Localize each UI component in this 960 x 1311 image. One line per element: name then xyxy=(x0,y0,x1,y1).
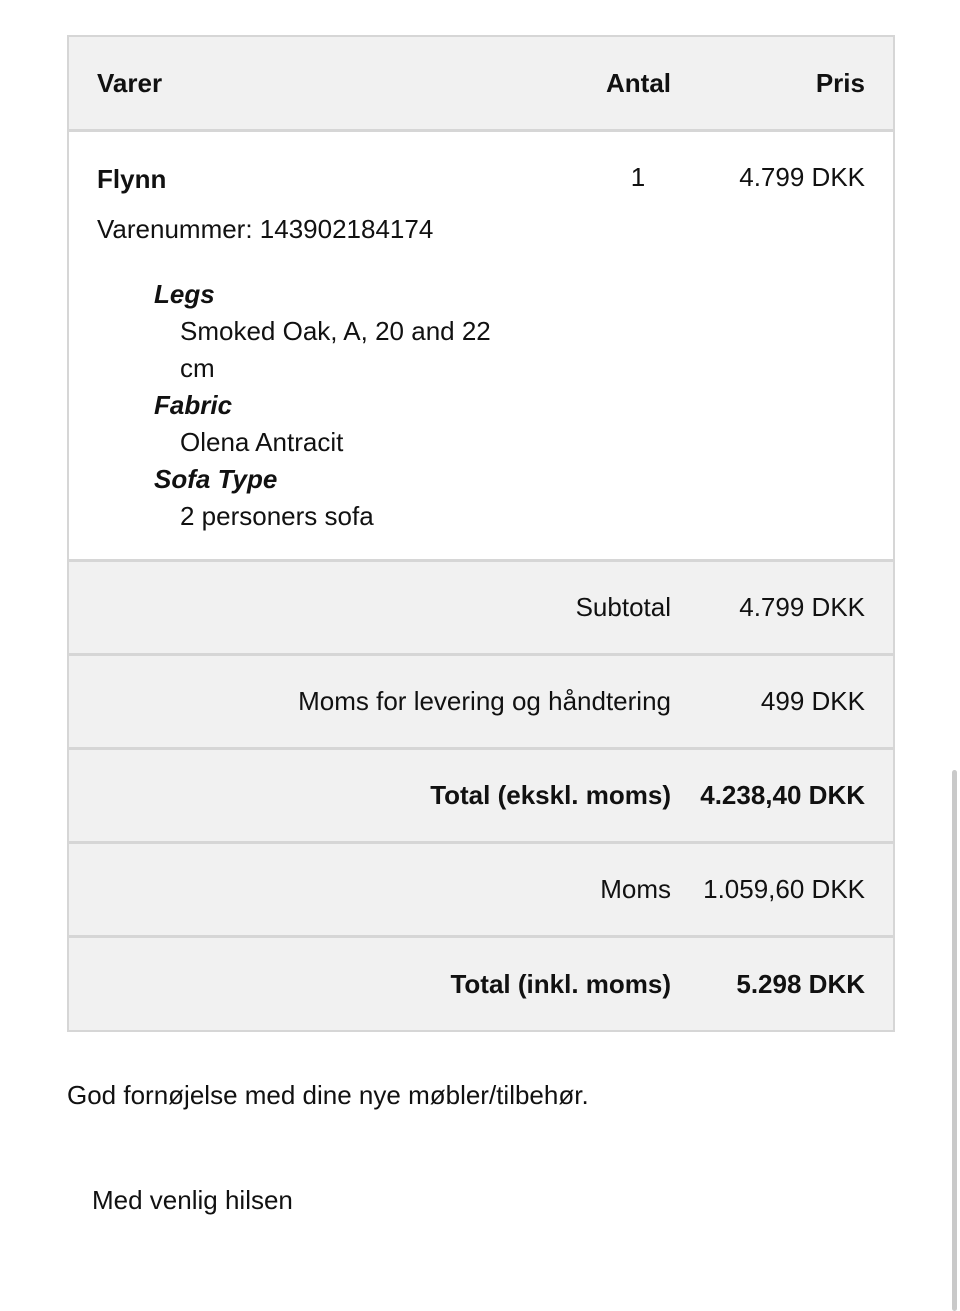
summary-label: Subtotal xyxy=(68,561,671,655)
product-quantity: 1 xyxy=(537,131,671,561)
option-label-legs: Legs xyxy=(154,279,215,309)
summary-value: 5.298 DKK xyxy=(671,937,894,1032)
signoff: Med venlig hilsen xyxy=(92,1185,293,1215)
option-value-fabric: Olena Antracit xyxy=(180,427,344,457)
closing-message: God fornøjelse med dine nye møbler/tilbehør. xyxy=(67,1080,589,1110)
summary-value: 4.238,40 DKK xyxy=(671,749,894,843)
summary-row-total-incl-vat xyxy=(68,937,894,1032)
summary-value: 1.059,60 DKK xyxy=(671,843,894,937)
column-header-quantity: Antal xyxy=(537,36,671,131)
option-label-sofa-type: Sofa Type xyxy=(154,464,278,494)
summary-value: 4.799 DKK xyxy=(671,561,894,655)
summary-label: Moms for levering og håndtering xyxy=(68,655,671,749)
column-header-price: Pris xyxy=(671,36,894,131)
summary-row-subtotal xyxy=(68,561,894,655)
product-row xyxy=(68,131,894,561)
product-options xyxy=(154,276,537,535)
summary-value: 499 DKK xyxy=(671,655,894,749)
summary-row-shipping-vat xyxy=(68,655,894,749)
product-name: Flynn xyxy=(97,164,167,194)
summary-row-vat xyxy=(68,843,894,937)
option-value-legs: Smoked Oak, A, 20 and 22 cm xyxy=(180,316,491,383)
summary-label: Moms xyxy=(68,843,671,937)
product-sku: Varenummer: 143902184174 xyxy=(97,214,434,244)
summary-label: Total (ekskl. moms) xyxy=(68,749,671,843)
option-label-fabric: Fabric xyxy=(154,390,233,420)
summary-row-total-excl-vat xyxy=(68,749,894,843)
order-table xyxy=(67,35,895,1032)
option-value-sofa-type: 2 personers sofa xyxy=(180,501,374,531)
product-price: 4.799 DKK xyxy=(671,131,894,561)
summary-label: Total (inkl. moms) xyxy=(68,937,671,1032)
scrollbar-thumb[interactable] xyxy=(952,770,957,1311)
table-header-row xyxy=(68,36,894,131)
column-header-item: Varer xyxy=(68,36,537,131)
product-details-cell xyxy=(68,131,537,561)
